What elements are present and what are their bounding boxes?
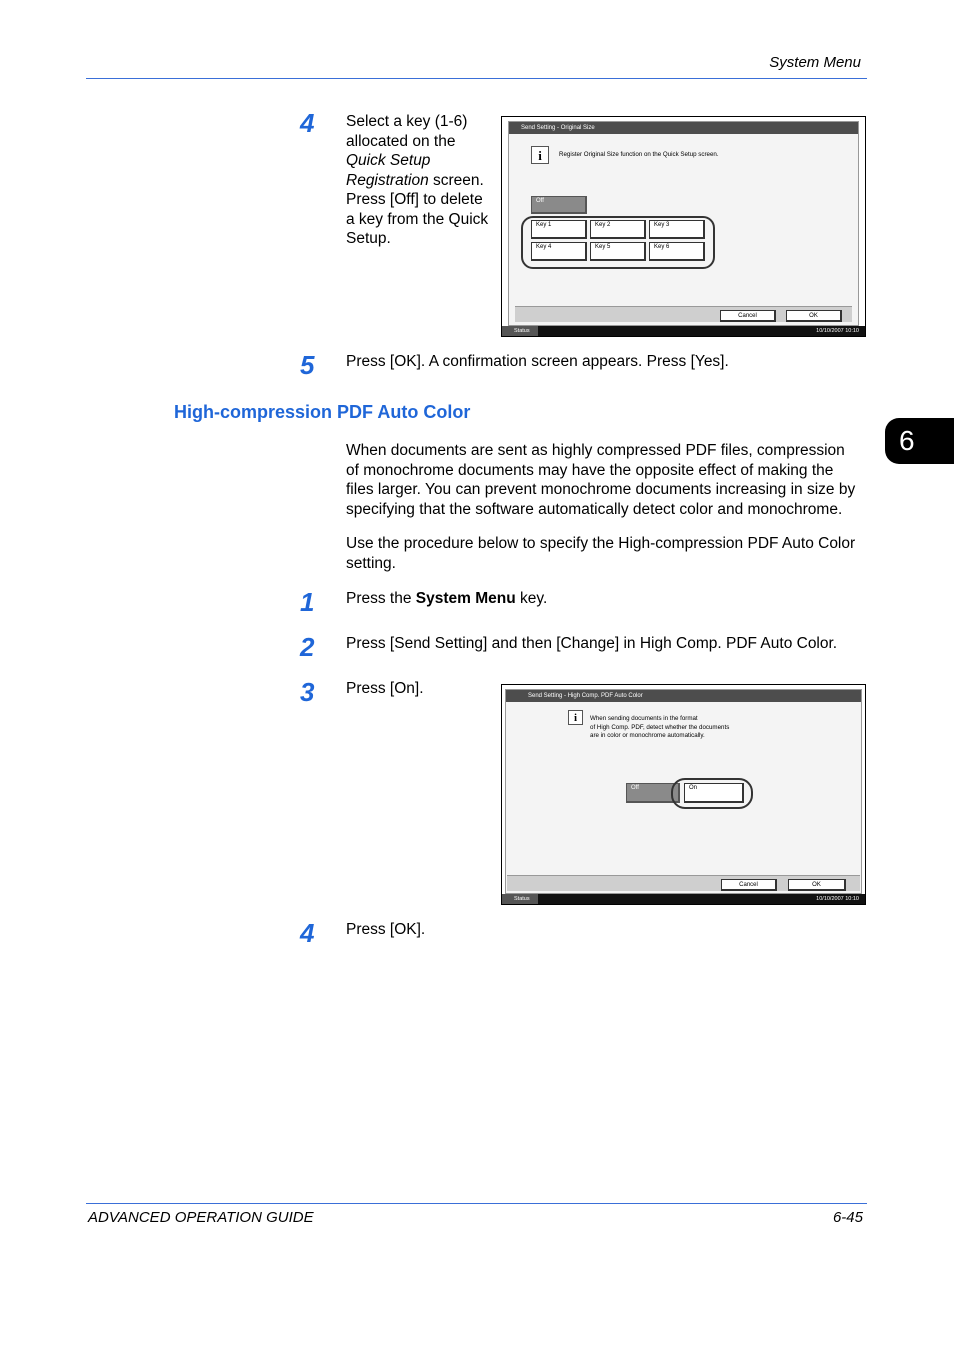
- step-number: 1: [300, 587, 315, 617]
- info-icon: i: [568, 710, 583, 725]
- step-fragment: key.: [515, 590, 548, 607]
- off-button[interactable]: Off: [531, 196, 587, 214]
- button-bar: [515, 306, 852, 322]
- chapter-number: 6: [899, 425, 915, 456]
- step-text: [346, 112, 496, 249]
- step-number: 3: [300, 677, 315, 707]
- step-text: Press [Send Setting] and then [Change] in High Comp. PDF Auto Color.: [346, 635, 838, 652]
- step-number: 2: [300, 632, 315, 662]
- step-number: 4: [300, 108, 315, 138]
- key-name: System Menu: [415, 590, 516, 607]
- section-paragraph: [346, 441, 876, 519]
- datetime: 10/10/2007 10:10: [816, 896, 859, 902]
- screen-title: Send Setting - Original Size: [509, 122, 858, 134]
- step-number: 4: [300, 918, 315, 948]
- chapter-tab: [885, 418, 954, 464]
- paragraph-line: When documents are sent as highly compressed PDF files, compression: [346, 442, 845, 459]
- screen-panel: [505, 689, 862, 894]
- step-fragment: screen.: [428, 171, 484, 189]
- footer-title: ADVANCED OPERATION GUIDE: [88, 1209, 314, 1226]
- key-3-button[interactable]: Key 3: [649, 220, 705, 239]
- status-bar: [502, 894, 865, 904]
- screenshot-original-size: [501, 116, 866, 337]
- step-text: Press [OK].: [346, 921, 426, 938]
- screen-message: Register Original Size function on the Quick Setup screen.: [559, 151, 719, 158]
- key-1-button[interactable]: Key 1: [531, 220, 587, 239]
- button-bar: [507, 875, 860, 891]
- section-heading: High-compression PDF Auto Color: [174, 402, 471, 422]
- paragraph-line: setting.: [346, 554, 396, 572]
- step-number: 5: [300, 350, 315, 380]
- step-line: Press [Off] to delete: [346, 191, 483, 208]
- message-line: are in color or monochrome automatically.: [590, 732, 705, 739]
- message-line: of High Comp. PDF, detect whether the documents: [590, 723, 730, 731]
- key-6-button[interactable]: Key 6: [649, 242, 705, 261]
- info-icon: i: [531, 146, 549, 164]
- page-number: 6-45: [832, 1209, 863, 1226]
- italic-term: Registration: [346, 171, 429, 189]
- screen-message: [590, 715, 729, 741]
- message-line: When sending documents in the format: [590, 715, 698, 722]
- running-header: System Menu: [769, 54, 861, 71]
- paragraph-line: of monochrome documents may have the opposite effect of making the: [346, 461, 834, 479]
- off-button[interactable]: Off: [626, 783, 680, 803]
- screen-panel: [508, 121, 859, 326]
- ok-button[interactable]: OK: [788, 879, 846, 891]
- header-rule: [86, 78, 867, 79]
- screen-title: Send Setting - High Comp. PDF Auto Color: [506, 690, 861, 702]
- cancel-button[interactable]: Cancel: [720, 310, 776, 322]
- status-button[interactable]: Status: [502, 326, 538, 336]
- datetime: 10/10/2007 10:10: [816, 328, 859, 334]
- step-line: Setup.: [346, 230, 391, 247]
- status-bar: [502, 326, 865, 336]
- step-line: Select a key (1-6): [346, 113, 468, 130]
- paragraph-line: Use the procedure below to specify the High-compression PDF Auto Color: [346, 535, 856, 552]
- footer-rule: [86, 1203, 867, 1204]
- step-fragment: Press the: [346, 590, 416, 607]
- paragraph-line: specifying that the software automatically detect color and monochrome.: [346, 500, 843, 518]
- on-button[interactable]: On: [684, 783, 744, 803]
- status-button[interactable]: Status: [502, 894, 538, 904]
- step-text: Press [On].: [346, 680, 424, 697]
- step-line: a key from the Quick: [346, 210, 489, 228]
- key-4-button[interactable]: Key 4: [531, 242, 587, 261]
- screenshot-high-comp-pdf: [501, 684, 866, 905]
- ok-button[interactable]: OK: [786, 310, 842, 322]
- key-2-button[interactable]: Key 2: [590, 220, 646, 239]
- paragraph-line: files larger. You can prevent monochrome documents increasing in size by: [346, 481, 856, 498]
- cancel-button[interactable]: Cancel: [721, 879, 777, 891]
- step-line: Quick Setup: [346, 152, 431, 169]
- section-paragraph: [346, 534, 876, 573]
- key-5-button[interactable]: Key 5: [590, 242, 646, 261]
- step-text: Press [OK]. A confirmation screen appears. Press [Yes].: [346, 353, 729, 370]
- step-line: [346, 171, 496, 191]
- step-text: [346, 589, 547, 609]
- step-line: allocated on the: [346, 132, 456, 150]
